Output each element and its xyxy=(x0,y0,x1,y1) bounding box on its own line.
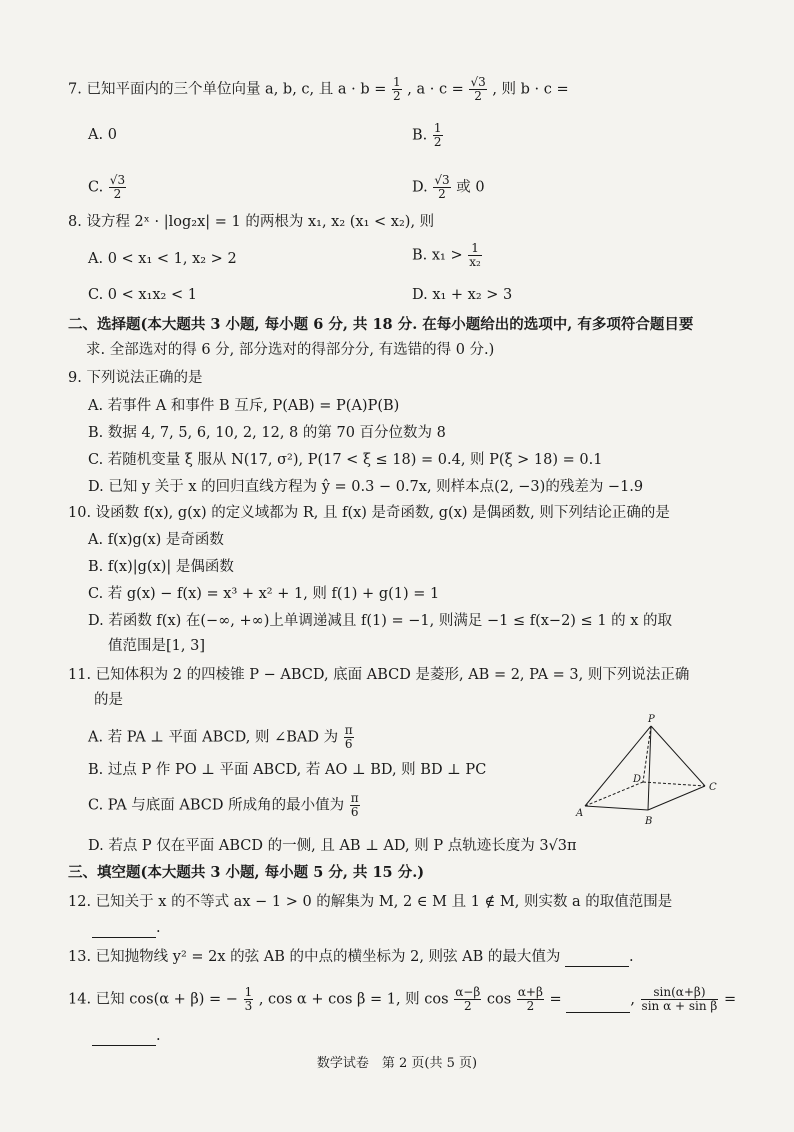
label-b: B xyxy=(645,816,653,827)
label-c: C xyxy=(709,782,717,793)
q7-frac-ac: $\frac{√3}{2}$ xyxy=(470,75,486,103)
q10-option-a: A. f(x)g(x) 是奇函数 xyxy=(88,532,224,548)
label-a: A xyxy=(576,808,584,819)
q7-option-c: C. $\frac{√3}{2}$ xyxy=(88,173,126,201)
q11-option-c: C. PA 与底面 ABCD 所成角的最小值为 $\frac{\pi}{6}$ xyxy=(88,791,359,819)
q12-stem: 12. 已知关于 x 的不等式 ax − 1 > 0 的解集为 M, 2 ∈ M 且 1 ∉ M, 则实数 a 的取值范围是 xyxy=(68,894,673,910)
q7-stem: 7. 已知平面内的三个单位向量 a, b, c, 且 a · b = $\frac{1}{2}$ , a · c = $\frac{√3}{2}$ , 则 b · c = xyxy=(68,75,569,103)
q13-answer-blank[interactable] xyxy=(565,952,629,967)
pyramid-figure xyxy=(573,712,723,828)
edge-bc xyxy=(648,786,705,810)
q8-option-c: C. 0 < x₁x₂ < 1 xyxy=(88,287,197,303)
q11-option-d: D. 若点 P 仅在平面 ABCD 的一侧, 且 AB ⊥ AD, 则 P 点轨迹长度为 3√3π xyxy=(88,838,577,854)
q10-option-c: C. 若 g(x) − f(x) = x³ + x² + 1, 则 f(1) + g(1) = 1 xyxy=(88,586,440,602)
edge-dc xyxy=(643,782,705,786)
q7-option-a: A. 0 xyxy=(88,127,117,143)
q11-option-a: A. 若 PA ⊥ 平面 ABCD, 则 ∠BAD 为 $\frac{\pi}{6}$ xyxy=(88,723,353,751)
q9-stem: 9. 下列说法正确的是 xyxy=(68,370,203,386)
q7-option-b: B. $\frac{1}{2}$ xyxy=(412,121,442,149)
q7-frac-ab: $\frac{1}{2}$ xyxy=(393,75,401,103)
section-2-header-line2: 求. 全部选对的得 6 分, 部分选对的得部分分, 有选错的得 0 分.) xyxy=(86,342,495,358)
q10-option-b: B. f(x)|g(x)| 是偶函数 xyxy=(88,559,234,575)
q13-stem: 13. 已知抛物线 y² = 2x 的弦 AB 的中点的横坐标为 2, 则弦 AB 的最大值为 . xyxy=(68,949,634,965)
page-footer: 数学试卷 第 2 页(共 5 页) xyxy=(316,1056,478,1071)
q8-option-b: B. x₁ > $\frac{1}{\text{x₂}}$ xyxy=(412,241,481,269)
q14-answer-line-2: . xyxy=(92,1026,161,1046)
q10-option-d-line1: D. 若函数 f(x) 在(−∞, +∞)上单调递减且 f(1) = −1, 则满足 −1 ≤ f(x−2) ≤ 1 的 x 的取 xyxy=(88,613,673,629)
q11-stem-line2: 的是 xyxy=(94,692,123,708)
q8-option-a: A. 0 < x₁ < 1, x₂ > 2 xyxy=(88,251,237,267)
q14-stem: 14. 已知 cos(α + β) = − $\frac{1}{3}$ , cos α + cos β = 1, 则 cos $\frac{\alpha-\beta}{2}$ cos $\frac{\alpha+\beta}{2}$ = , $\frac{\sin(\alpha+\beta)}{\text{sin α + sin β}}$ = xyxy=(68,985,737,1013)
label-d: D xyxy=(633,774,642,785)
edge-pa xyxy=(585,726,651,806)
edge-ab xyxy=(585,806,648,810)
q12-answer-blank[interactable] xyxy=(92,923,156,938)
q14-answer-blank-1[interactable] xyxy=(566,998,630,1013)
edge-pc xyxy=(651,726,705,786)
q7-option-d: D. $\frac{√3}{2}$ 或 0 xyxy=(412,173,485,201)
q9-option-c: C. 若随机变量 ξ 服从 N(17, σ²), P(17 < ξ ≤ 18) = 0.4, 则 P(ξ > 18) = 0.1 xyxy=(88,452,603,468)
q9-option-a: A. 若事件 A 和事件 B 互斥, P(AB) = P(A)P(B) xyxy=(88,398,400,414)
section-3-header: 三、填空题(本大题共 3 小题, 每小题 5 分, 共 15 分.) xyxy=(68,864,425,881)
q10-option-d-line2: 值范围是[1, 3] xyxy=(108,638,205,654)
q9-option-b: B. 数据 4, 7, 5, 6, 10, 2, 12, 8 的第 70 百分位数为 8 xyxy=(88,425,446,441)
edge-ad xyxy=(585,782,643,806)
q8-stem: 8. 设方程 2ˣ · |log₂x| = 1 的两根为 x₁, x₂ (x₁ < x₂), 则 xyxy=(68,214,435,230)
q9-option-d: D. 已知 y 关于 x 的回归直线方程为 ŷ = 0.3 − 0.7x, 则样本点(2, −3)的残差为 −1.9 xyxy=(88,479,644,495)
q11-option-b: B. 过点 P 作 PO ⊥ 平面 ABCD, 若 AO ⊥ BD, 则 BD ⊥ PC xyxy=(88,762,487,778)
q8-option-d: D. x₁ + x₂ > 3 xyxy=(412,287,513,303)
q14-answer-blank-2[interactable] xyxy=(92,1031,156,1046)
label-p: P xyxy=(648,714,655,725)
q11-stem-line1: 11. 已知体积为 2 的四棱锥 P − ABCD, 底面 ABCD 是菱形, AB = 2, PA = 3, 则下列说法正确 xyxy=(68,667,690,683)
q10-stem: 10. 设函数 f(x), g(x) 的定义域都为 R, 且 f(x) 是奇函数, g(x) 是偶函数, 则下列结论正确的是 xyxy=(68,505,670,521)
q12-answer-line: . xyxy=(92,918,161,938)
section-2-header-line1: 二、选择题(本大题共 3 小题, 每小题 6 分, 共 18 分. 在每小题给出的选项中, 有多项符合题目要 xyxy=(68,316,694,333)
